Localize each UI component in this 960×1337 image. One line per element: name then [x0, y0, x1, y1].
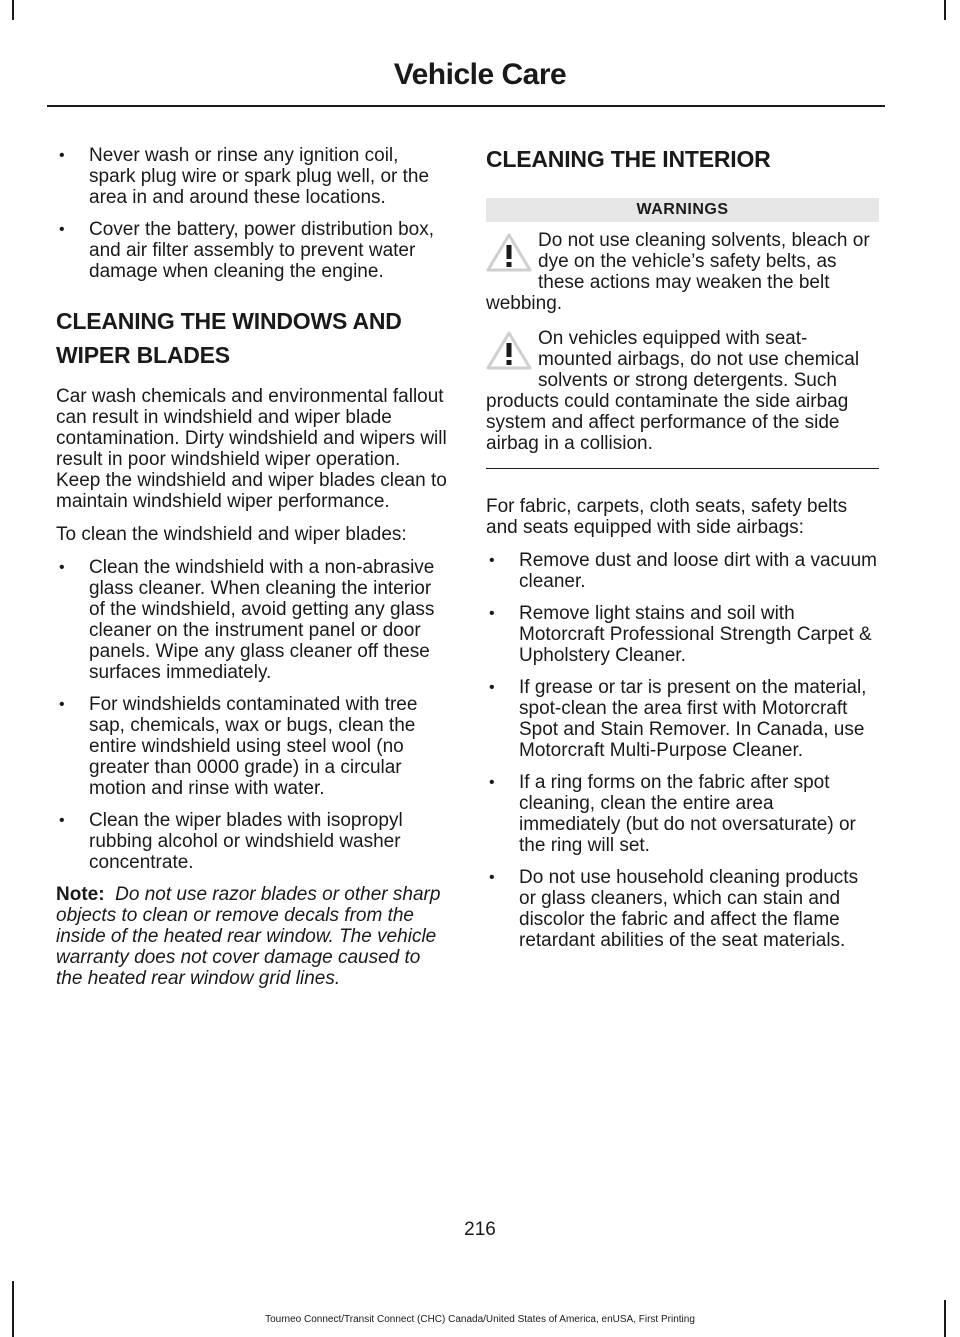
list-item: • If a ring forms on the fabric after spot cleaning, clean the entire area immediately (but do not oversaturate) or the ring will set.: [486, 772, 879, 856]
heading-line: CLEANING THE WINDOWS AND: [56, 308, 402, 334]
section-heading-interior: CLEANING THE INTERIOR: [486, 146, 771, 172]
note-text: Do not use razor blades or other sharp objects to clean or remove decals from the inside of the heated rear window. The vehicle warranty does not cover damage caused to the heated rear window grid lines.: [56, 884, 441, 989]
warnings-header: WARNINGS: [486, 198, 879, 222]
header-rule: [47, 105, 885, 107]
warning-text: On vehicles equipped with seat-mounted airbags, do not use chemical solvents or strong detergents. Such products could contaminate the side airbag system and affect performance of the side airbag in a collision.: [486, 328, 860, 454]
right-column: [486, 145, 879, 962]
left-column: [56, 145, 448, 1001]
list-item: • Never wash or rinse any ignition coil, spark plug wire or spark plug well, or the area in and around these locations.: [56, 145, 448, 208]
windshield-bullets: [56, 557, 448, 873]
list-item: • If grease or tar is present on the material, spot-clean the area first with Motorcraft Spot and Stain Remover. In Canada, use Motorcraft Multi-Purpose Cleaner.: [486, 677, 879, 761]
warning-triangle-icon: [484, 328, 534, 372]
warning-triangle-icon: [484, 230, 534, 274]
warning-text: Do not use cleaning solvents, bleach or dye on the vehicle’s safety belts, as these actions may weaken the belt webbing.: [486, 230, 870, 314]
list-item: • For windshields contaminated with tree sap, chemicals, wax or bugs, clean the entire windshield using steel wool (no greater than 0000 grade) in a circular motion and rinse with water.: [56, 694, 448, 799]
list-item: • Do not use household cleaning products or glass cleaners, which can stain and discolor the fabric and affect the flame retardant abilities of the seat materials.: [486, 867, 879, 951]
list-item: • Remove light stains and soil with Motorcraft Professional Strength Carpet & Upholstery Cleaner.: [486, 603, 879, 666]
list-item: • Remove dust and loose dirt with a vacuum cleaner.: [486, 550, 879, 592]
list-item: • Clean the windshield with a non-abrasive glass cleaner. When cleaning the interior of the windshield, avoid getting any glass cleaner on the instrument panel or door panels. Wipe any glass cleaner off these surfaces immediately.: [56, 557, 448, 683]
page-header-title: Vehicle Care: [393, 58, 567, 91]
footer-text: Tourneo Connect/Transit Connect (CHC) Canada/United States of America, enUSA, First Printing: [265, 1314, 695, 1325]
section-heading-windows: [56, 304, 448, 372]
heading-line: WIPER BLADES: [56, 342, 230, 368]
page-number: 216: [464, 1219, 496, 1240]
list-item: • Clean the wiper blades with isopropyl rubbing alcohol or windshield washer concentrate.: [56, 810, 448, 873]
engine-cleaning-bullets: [56, 145, 448, 282]
warning-item: [486, 328, 879, 454]
note: [56, 884, 448, 989]
warnings-rule: [486, 468, 879, 469]
paragraph: Car wash chemicals and environmental fallout can result in windshield and wiper blade contamination. Dirty windshield and wipers will result in poor windshield wiper operation. Keep the windshield and wiper blades clean to maintain windshield wiper performance.: [56, 386, 447, 512]
interior-cleaning-bullets: [486, 550, 879, 951]
crop-mark-bottom-left: [12, 1281, 14, 1337]
paragraph: To clean the windshield and wiper blades:: [56, 524, 407, 545]
warning-item: [486, 230, 879, 314]
paragraph: For fabric, carpets, cloth seats, safety belts and seats equipped with side airbags:: [486, 496, 848, 538]
note-label: Note:: [56, 884, 105, 905]
crop-mark-top-right: [944, 0, 946, 20]
crop-mark-top-left: [12, 0, 14, 20]
list-item: • Cover the battery, power distribution box, and air filter assembly to prevent water damage when cleaning the engine.: [56, 219, 448, 282]
